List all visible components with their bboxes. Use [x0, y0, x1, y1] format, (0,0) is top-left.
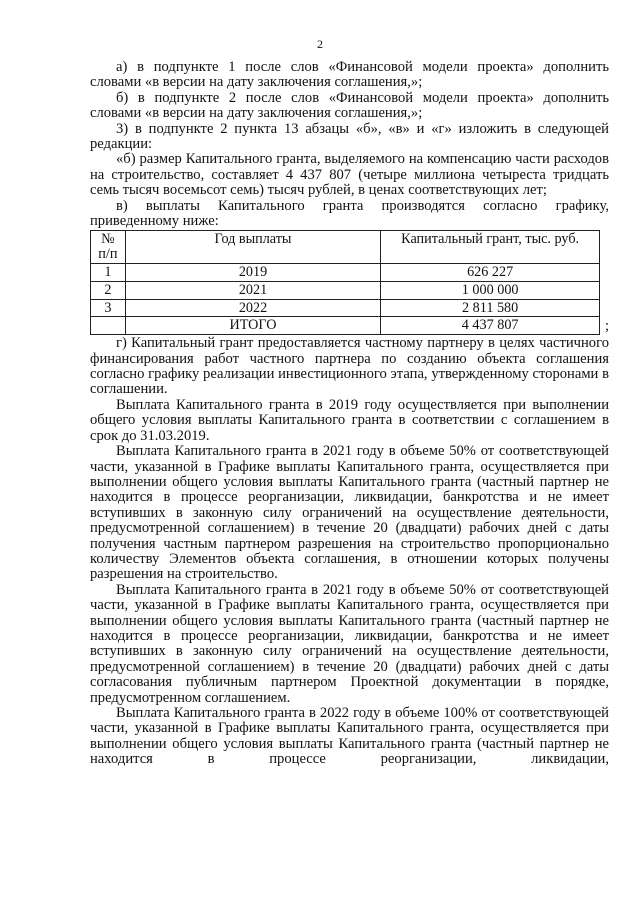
paragraph-b: б) в подпункте 2 после слов «Финансовой модели проекта» дополнить словами «в версии на дату заключения соглашения,»;: [90, 89, 609, 122]
paragraph-2019: Выплата Капитального гранта в 2019 году осуществляется при выполнении общего условия выплаты Капитального гранта в соответствии с соглашением в срок до 31.03.2019.: [90, 396, 609, 444]
paragraph-2021-permit: Выплата Капитального гранта в 2021 году в объеме 50% от соответствующей части, указанной в Графике выплаты Капитального гранта, осуществляется при выполнении общего условия выплаты Капитального гранта (частный партнер не находится в процессе реорганизации, ликвидации, банкротства и не имеет вступивших в законную силу ограничений на осуществление деятельности, предусмотренной соглашением) в течение 20 (двадцати) рабочих дней с даты получения частным партнером разрешения на строительство пропорционально количеству Элементов объекта соглашения, в отношении которых получены разрешения на строительство.: [90, 443, 609, 583]
payment-schedule-table: [90, 230, 600, 335]
cell-number: 3: [91, 299, 126, 317]
cell-year: 2022: [125, 299, 381, 317]
table-header-row: [91, 231, 600, 264]
cell-number: 2: [91, 281, 126, 299]
paragraph-2021-design: Выплата Капитального гранта в 2021 году в объеме 50% от соответствующей части, указанной в Графике выплаты Капитального гранта, осуществляется при выполнении общего условия выплаты Капитального гранта (частный партнер не находится в процессе реорганизации, ликвидации, банкротства и не имеет вступивших в законную силу ограничений на осуществление деятельности, предусмотренной соглашением) в течение 20 (двадцати) рабочих дней с даты согласования публичным партнером Проектной документации в порядке, предусмотренном соглашением.: [90, 581, 609, 706]
cell-number: [91, 317, 126, 335]
cell-number: 1: [91, 264, 126, 282]
table-total-row: [91, 317, 600, 335]
cell-year: 2019: [125, 264, 381, 282]
cell-total-label: ИТОГО: [125, 317, 381, 335]
document-body: [90, 60, 609, 768]
paragraph-3: 3) в подпункте 2 пункта 13 абзацы «б», «в» и «г» изложить в следующей редакции:: [90, 120, 609, 153]
paragraph-g: г) Капитальный грант предоставляется частному партнеру в целях частичного финансирования работ частного партнера по созданию объекта соглашения согласно графику реализации инвестиционного этапа, утвержденному сторонами в соглашении.: [90, 335, 609, 398]
table-row: [91, 299, 600, 317]
paragraph-2022: Выплата Капитального гранта в 2022 году в объеме 100% от соответствующей части, указанной в Графике выплаты Капитального гранта, осуществляется при выполнении общего условия выплаты Капитального гранта (частный партнер не находится в процессе реорганизации, ликвидации,: [90, 705, 609, 768]
paragraph-grant-size: «б) размер Капитального гранта, выделяемого на компенсацию части расходов на строительство, составляет 4 437 807 (четыре миллиона четыреста тридцать семь тысяч восемьсот семь) тысяч рублей, в ценах соответствующих лет;: [90, 151, 609, 199]
cell-amount: 626 227: [381, 264, 600, 282]
table-row: [91, 264, 600, 282]
table-row: [91, 281, 600, 299]
header-year: Год выплаты: [125, 231, 381, 264]
cell-year: 2021: [125, 281, 381, 299]
page-number: 2: [317, 37, 323, 51]
table-trailing-semicolon: ;: [604, 317, 609, 334]
header-grant: Капитальный грант, тыс. руб.: [381, 231, 600, 264]
schedule-table-wrap: [90, 230, 609, 335]
paragraph-schedule: в) выплаты Капитального гранта производятся согласно графику, приведенному ниже:: [90, 197, 609, 230]
header-number: № п/п: [91, 231, 126, 264]
cell-amount: 2 811 580: [381, 299, 600, 317]
cell-amount: 1 000 000: [381, 281, 600, 299]
paragraph-a: а) в подпункте 1 после слов «Финансовой модели проекта» дополнить словами «в версии на дату заключения соглашения,»;: [90, 59, 609, 91]
cell-total-amount: 4 437 807: [381, 317, 600, 335]
